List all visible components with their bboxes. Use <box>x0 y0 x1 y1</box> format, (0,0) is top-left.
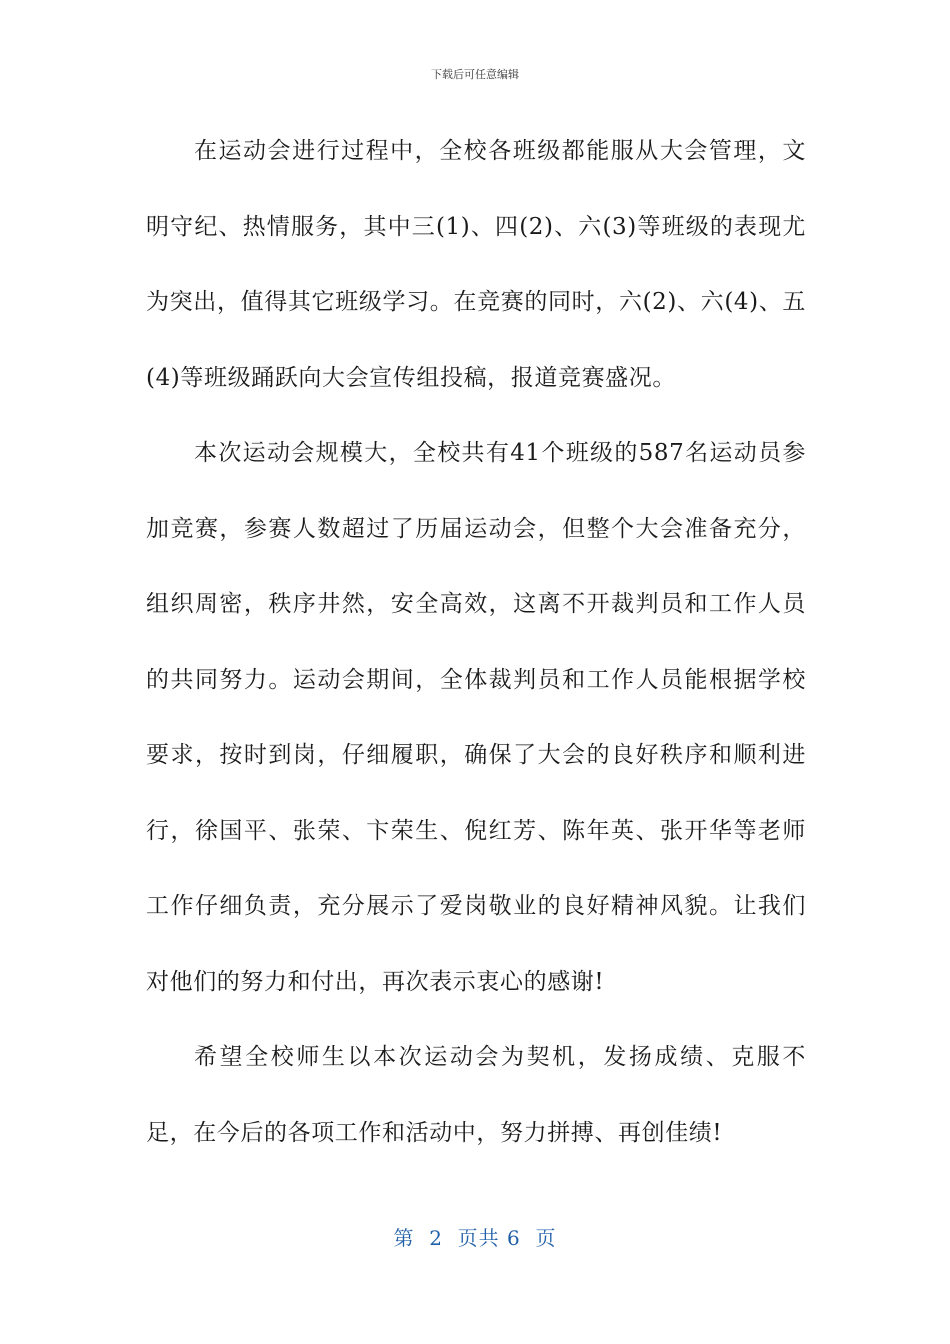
page-number: 第 2 页共 6 页 <box>393 1226 557 1250</box>
paragraph-referees-thanks: 本次运动会规模大，全校共有41个班级的587名运动员参加竞赛，参赛人数超过了历届运动会，但整个大会准备充分，组织周密，秩序井然，安全高效，这离不开裁判员和工作人员的共同努力。运动会期间，全体裁判员和工作人员能根据学校要求，按时到岗，仔细履职，确保了大会的良好秩序和顺利进行，徐国平、张荣、卞荣生、倪红芳、陈年英、张开华等老师工作仔细负责，充分展示了爱岗敬业的良好精神风貌。让我们对他们的努力和付出，再次表示衷心的感谢! <box>146 440 806 995</box>
paragraph-closing-hope: 希望全校师生以本次运动会为契机，发扬成绩、克服不足，在今后的各项工作和活动中，努力拼搏、再创佳绩! <box>146 1044 806 1146</box>
document-body <box>146 114 806 1171</box>
paragraph-class-performance: 在运动会进行过程中，全校各班级都能服从大会管理，文明守纪、热情服务，其中三(1)、四(2)、六(3)等班级的表现尤为突出，值得其它班级学习。在竞赛的同时，六(2)、六(4)、五(4)等班级踊跃向大会宣传组投稿，报道竞赛盛况。 <box>146 138 806 391</box>
page-header-note: 下载后可任意编辑 <box>431 68 519 81</box>
